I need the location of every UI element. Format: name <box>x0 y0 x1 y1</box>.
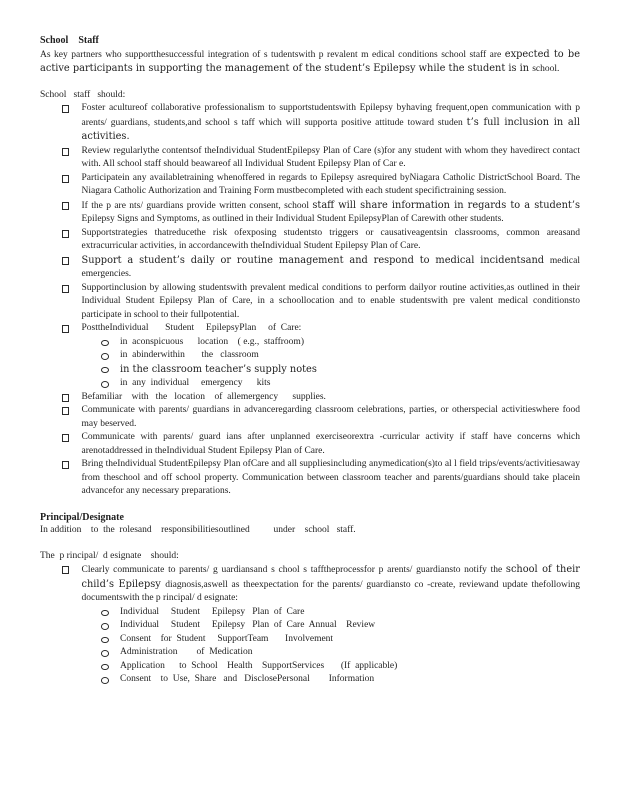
bullet-text <box>82 199 581 227</box>
text-run: Application to School Health SupportServices (If applicable) <box>120 660 398 671</box>
text-run: Individual Student Epilepsy Plan of Care Annual Review <box>120 620 376 630</box>
text-run: in aconspicuous location ( e.g., staffroom) <box>120 336 304 347</box>
text-run: As key partners who supportthesuccessful integration of s tudentswith p revalent m edical conditions school staff are <box>40 49 505 60</box>
sub-bullet-text <box>120 633 580 647</box>
text-run: Review regularlythe contentsof theIndividual StudentEpilepsy Plan of Care (s)for any student with whom they havedirect contact with. All school staff should beawareof all Individual Student Epilepsy Plan of Car e. <box>81 145 580 169</box>
bullet-text <box>82 458 581 499</box>
sub-bullet-text <box>120 619 580 633</box>
paragraph-spacer <box>40 499 580 511</box>
square-bullet-icon <box>62 394 69 402</box>
bullet-text <box>82 254 581 282</box>
sub-bullet-text <box>120 377 580 391</box>
text-line <box>40 89 580 103</box>
square-bullet-icon <box>62 105 69 113</box>
text-run: in the classroom teacher’s supply notes <box>120 363 317 375</box>
square-bullet-icon <box>62 434 69 442</box>
bullet-text <box>82 431 581 458</box>
text-run: Administration of Medication <box>120 647 253 657</box>
text-run: The p rincipal/ d esignate should: <box>40 550 179 561</box>
square-bullet-icon <box>62 407 69 415</box>
sub-bullet-text <box>120 646 580 660</box>
text-run: Foster acultureof collaborative professionalism to supportstudentswith Epilepsy byhaving frequent,open communication with p arents/ guardians, students,and school s taff which will supporta positive attitude toward studen <box>81 103 580 128</box>
sub-bullet-text <box>120 349 580 363</box>
text-run: in abinderwithin the classroom <box>120 350 259 360</box>
circle-bullet-icon <box>101 637 109 644</box>
text-run: School Staff <box>40 35 99 46</box>
sub-bullet-text <box>120 336 580 350</box>
sub-bullet-item <box>40 633 580 647</box>
text-run: Clearly communicate to parents/ g uardiansand s chool s tafftheprocessfor p arents/ guardiansto notify the <box>81 565 506 575</box>
square-bullet-icon <box>62 202 69 210</box>
text-run: Communicate with parents/ guardians in advanceregarding classroom celebrations, parties, or otherspecial activitieswhere food may beserved. <box>81 405 580 429</box>
bullet-text <box>82 172 581 199</box>
text-run: If the p are nts/ guardians provide written consent, school <box>81 200 313 211</box>
text-run: Epilepsy Signs and Symptoms, as outlined in their Individual Student EpilepsyPlan of Carewith other students. <box>81 214 504 224</box>
circle-bullet-icon <box>101 650 109 657</box>
text-run: t’s full inclusion in all activities. <box>81 116 580 142</box>
circle-bullet-icon <box>101 353 109 360</box>
text-run: school of their child’s Epilepsy <box>81 564 580 590</box>
text-line <box>40 550 580 564</box>
sub-bullet-text <box>120 606 580 620</box>
bullet-item <box>40 145 580 172</box>
bullet-item <box>40 102 580 145</box>
square-bullet-icon <box>62 257 69 265</box>
text-run: in any individual emergency kits <box>120 378 271 388</box>
text-run: Individual Student Epilepsy Plan of Care <box>120 606 305 617</box>
bullet-text <box>82 322 581 336</box>
square-bullet-icon <box>62 148 69 156</box>
text-run: Bring theIndividual StudentEpilepsy Plan ofCare and all suppliesincluding anymedication(s)to al l field trips/events/activitiesaway from theschool and off school property. Communication between classroom teacher and parents/guardians should take placein advancefor any necessary preparations. <box>81 459 580 496</box>
paragraph-spacer <box>40 538 580 550</box>
bullet-text <box>82 563 581 606</box>
bullet-text <box>82 145 581 172</box>
bullet-text <box>82 282 581 323</box>
square-bullet-icon <box>62 285 69 293</box>
bullet-item <box>40 322 580 336</box>
sub-bullet-item <box>40 377 580 391</box>
bullet-item <box>40 254 580 282</box>
sub-bullet-item <box>40 363 580 378</box>
circle-bullet-icon <box>101 623 109 630</box>
text-run: staff will share information in regards to a student’s <box>312 199 580 211</box>
bullet-item <box>40 199 580 227</box>
text-run: Principal/Designate <box>40 511 124 523</box>
sub-bullet-item <box>40 619 580 633</box>
bullet-item <box>40 172 580 199</box>
square-bullet-icon <box>62 461 69 469</box>
bullet-item <box>40 431 580 458</box>
text-run: school. <box>532 64 560 74</box>
circle-bullet-icon <box>101 367 109 374</box>
circle-bullet-icon <box>101 677 109 684</box>
sub-bullet-item <box>40 336 580 350</box>
text-run: Consent for Student SupportTeam Involvement <box>120 633 334 644</box>
text-run: diagnosis,aswell as theexpectation for the parents/ guardiansto co -create, reviewand update thefollowing documentswith the p rincipal/ d esignate: <box>81 579 580 603</box>
text-line <box>40 524 580 538</box>
sub-bullet-item <box>40 646 580 660</box>
paragraph <box>40 48 580 77</box>
bullet-item <box>40 404 580 431</box>
sub-bullet-text <box>120 673 580 687</box>
text-run: Consent to Use, Share and DisclosePersonal Information <box>120 674 375 684</box>
text-run: medical emergencies. <box>81 255 580 279</box>
text-run: Supportstrategies thatreducethe risk ofexposing studentsto triggers or causativeagentsin classrooms, common areasand extracurricular activities, in accordancewith theIndividual Student Epilepsy Plan of Care. <box>81 227 580 251</box>
text-run: expected to be active participants in supporting the management of the student’s Epilepsy while the student is in <box>40 48 580 74</box>
text-run: School staff should: <box>40 89 126 100</box>
circle-bullet-icon <box>101 381 109 388</box>
bullet-text <box>82 404 581 431</box>
square-bullet-icon <box>62 175 69 183</box>
bullet-text <box>82 227 581 254</box>
bullet-item <box>40 282 580 323</box>
sub-bullet-item <box>40 606 580 620</box>
text-run: Support a student’s daily or routine management and respond to medical incidentsand <box>81 254 550 266</box>
sub-bullet-item <box>40 660 580 674</box>
bullet-item <box>40 458 580 499</box>
text-run: In addition to the rolesand responsibilitiesoutlined under school staff. <box>40 525 356 535</box>
bullet-item <box>40 227 580 254</box>
sub-bullet-item <box>40 673 580 687</box>
text-run: Participatein any availabletraining whenoffered in regards to Epilepsy asrequired byNiagara Catholic DistrictSchool Board. The Niagara Catholic Authorization and Training Form mustbecompleted with each student specifictraining session. <box>81 172 580 196</box>
circle-bullet-icon <box>101 610 109 617</box>
square-bullet-icon <box>62 325 69 333</box>
square-bullet-icon <box>62 230 69 238</box>
bullet-text <box>82 391 581 405</box>
text-run: PosttheIndividual Student EpilepsyPlan of Care: <box>81 323 302 333</box>
circle-bullet-icon <box>101 664 109 671</box>
square-bullet-icon <box>62 566 69 574</box>
bullet-text <box>82 102 581 145</box>
section-heading <box>40 511 580 525</box>
text-run: Supportinclusion by allowing studentswith prevalent medical conditions to perform dailyor routine activities,as outlined in their Individual Student Epilepsy Plan of Care, in a schoollocation and to enable studentswith pre valent medical conditionsto participate in school to their fullpotential. <box>81 282 580 320</box>
text-run: Befamiliar with the location of allemergency supplies. <box>81 391 326 402</box>
sub-bullet-text <box>120 363 580 378</box>
section-heading <box>40 34 580 48</box>
bullet-item <box>40 563 580 606</box>
paragraph-spacer <box>40 77 580 89</box>
sub-bullet-text <box>120 660 580 674</box>
sub-bullet-item <box>40 349 580 363</box>
circle-bullet-icon <box>101 340 109 347</box>
bullet-item <box>40 391 580 405</box>
text-run: Communicate with parents/ guard ians after unplanned exerciseorextra -curricular activity if staff have concerns which arenotaddressed in theIndividual Student Epilepsy Plan of Care. <box>81 432 580 456</box>
